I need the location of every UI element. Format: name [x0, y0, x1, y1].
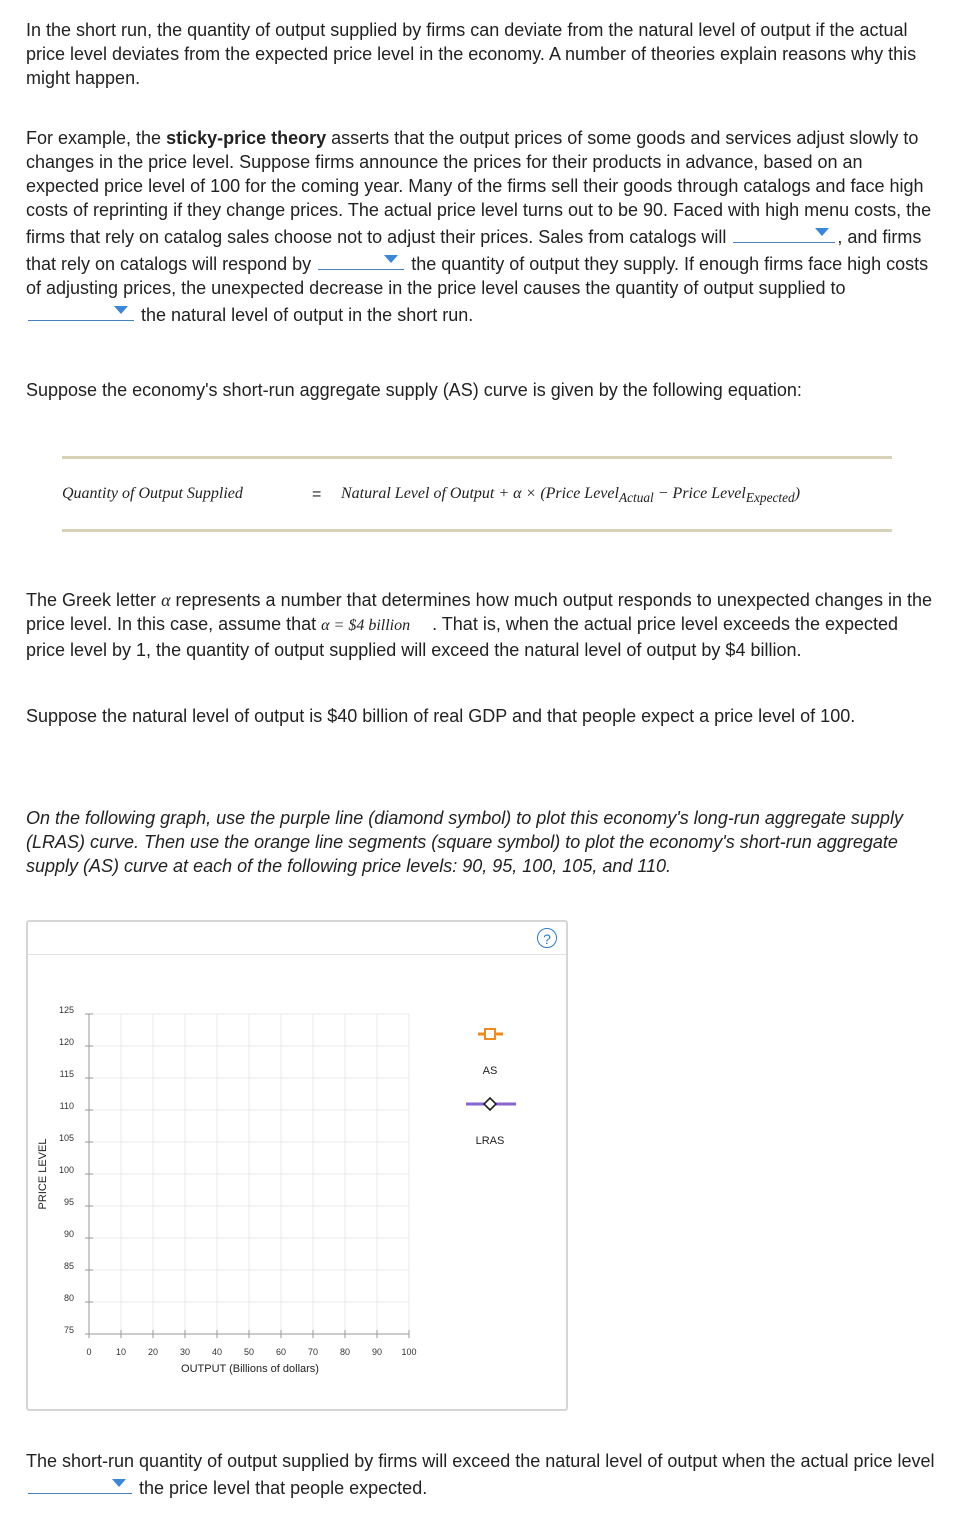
equation-equals-sign: =: [312, 486, 322, 503]
y-tick-label: 100: [58, 1165, 74, 1175]
x-tick-label: 70: [307, 1347, 319, 1357]
chevron-down-icon: [112, 1479, 126, 1487]
x-tick-label: 50: [243, 1347, 255, 1357]
x-tick-label: 40: [211, 1347, 223, 1357]
lras-legend-label: LRAS: [475, 1135, 505, 1147]
y-tick-label: 120: [58, 1037, 74, 1047]
y-tick-label: 115: [59, 1069, 74, 1079]
x-axis-title: OUTPUT (Billions of dollars): [181, 1363, 319, 1375]
final-text-after: the price level that people expected.: [139, 1478, 428, 1498]
natural-level-text: Suppose the natural level of output is $40 billion of real GDP and that people expect a price level of 100.: [26, 706, 856, 726]
x-tick-label: 100: [401, 1347, 417, 1357]
equation-right-side: [341, 485, 800, 506]
p2-text-seg2: , and firms that rely on catalogs will respond by: [26, 227, 922, 274]
final-question: [26, 1449, 936, 1500]
catalog-sales-dropdown[interactable]: [733, 222, 835, 243]
p2-text-seg4: the natural level of output in the short run.: [141, 305, 474, 325]
alpha-text-1: The Greek letter: [26, 590, 162, 610]
graph-instruction: On the following graph, use the purple line (diamond symbol) to plot this economy's long-run aggregate supply (LRAS) curve. Then use the orange line segments (square symbol) to plot the economy's short-run aggregate supply (AS) curve at each of the following price levels: 90, 95, 100, 105, and 110.: [26, 808, 903, 876]
help-icon[interactable]: ?: [537, 928, 557, 948]
sticky-price-theory-term: sticky-price theory: [166, 128, 327, 148]
p2-text-after-bold: asserts that the output prices of some goods and services adjust slowly to changes in the price level. Suppose firms announce the prices for their products in advance, based on an expected price level of 100 for the coming year. Many of the firms sell their goods through catalogs and face high costs of reprinting if they change prices. The actual price level turns out to be 90. Faced with high menu costs, the firms that rely on catalog sales choose not to adjust their prices. Sales from catalogs will: [26, 128, 932, 247]
equation-close-paren: ): [794, 485, 801, 502]
respond-by-dropdown[interactable]: [318, 249, 404, 270]
square-icon[interactable]: [485, 1029, 495, 1039]
x-tick-label: 80: [339, 1347, 351, 1357]
intro-paragraph-1: In the short run, the quantity of output supplied by firms can deviate from the natural level of output if the actual price level deviates from the expected price level in the economy. A number of theories explain reasons why this might happen.: [26, 20, 917, 88]
as-lras-chart[interactable]: [28, 922, 566, 1409]
p2-text-seg3: the quantity of output they supply. If enough firms face high costs of adjusting prices, the unexpected decrease in the price level causes the quantity of output supplied to: [26, 254, 929, 298]
equation-subscript-actual: Actual: [618, 490, 654, 506]
x-tick-label: 90: [371, 1347, 383, 1357]
as-legend-label: AS: [482, 1065, 498, 1077]
chevron-down-icon: [815, 228, 829, 236]
y-tick-label: 90: [63, 1229, 74, 1239]
intro-paragraph-2: [26, 126, 936, 327]
equation-subscript-expected: Expected: [745, 490, 795, 506]
x-tick-label: 30: [179, 1347, 191, 1357]
as-equation: [62, 456, 892, 532]
x-tick-label: 10: [115, 1347, 127, 1357]
graph-panel[interactable]: [26, 920, 568, 1411]
x-tick-label: 20: [147, 1347, 159, 1357]
alpha-value: α = $4 billion: [321, 617, 411, 634]
y-axis-title: PRICE LEVEL: [37, 1138, 49, 1210]
y-tick-label: 110: [59, 1101, 74, 1111]
equation-left-side: Quantity of Output Supplied: [62, 485, 243, 502]
output-supplied-dropdown[interactable]: [28, 300, 134, 321]
final-text-before: The short-run quantity of output supplied by firms will exceed the natural level of output when the actual price level: [26, 1451, 935, 1471]
equation-minus: −: [653, 485, 673, 502]
y-tick-label: 95: [63, 1197, 74, 1207]
y-tick-label: 85: [63, 1261, 74, 1271]
price-level-comparison-dropdown[interactable]: [28, 1473, 132, 1494]
equation-natural-term: Natural Level of Output + α × (: [341, 485, 546, 502]
y-tick-label: 105: [58, 1133, 74, 1143]
x-tick-label: 60: [275, 1347, 287, 1357]
x-tick-label: 0: [86, 1347, 92, 1357]
equation-price-level-actual: Price Level: [545, 485, 619, 502]
alpha-symbol: α: [161, 590, 171, 610]
chevron-down-icon: [114, 306, 128, 314]
alpha-text-3: . That is, when the actual price level exceeds the expected price level by 1, the quantity of output supplied will exceed the natural level of output by $4 billion.: [26, 614, 899, 660]
y-tick-label: 125: [58, 1005, 74, 1015]
alpha-explanation: [26, 588, 936, 662]
p2-text-before-bold: For example, the: [26, 128, 167, 148]
chevron-down-icon: [384, 255, 398, 263]
y-tick-label: 75: [63, 1325, 74, 1335]
equation-price-level-expected: Price Level: [672, 485, 746, 502]
diamond-icon[interactable]: [484, 1098, 496, 1110]
y-tick-label: 80: [63, 1293, 74, 1303]
as-equation-intro: Suppose the economy's short-run aggregate supply (AS) curve is given by the following equation:: [26, 380, 802, 400]
alpha-text-2: represents a number that determines how much output responds to unexpected changes in the price level. In this case, assume that: [26, 590, 932, 634]
